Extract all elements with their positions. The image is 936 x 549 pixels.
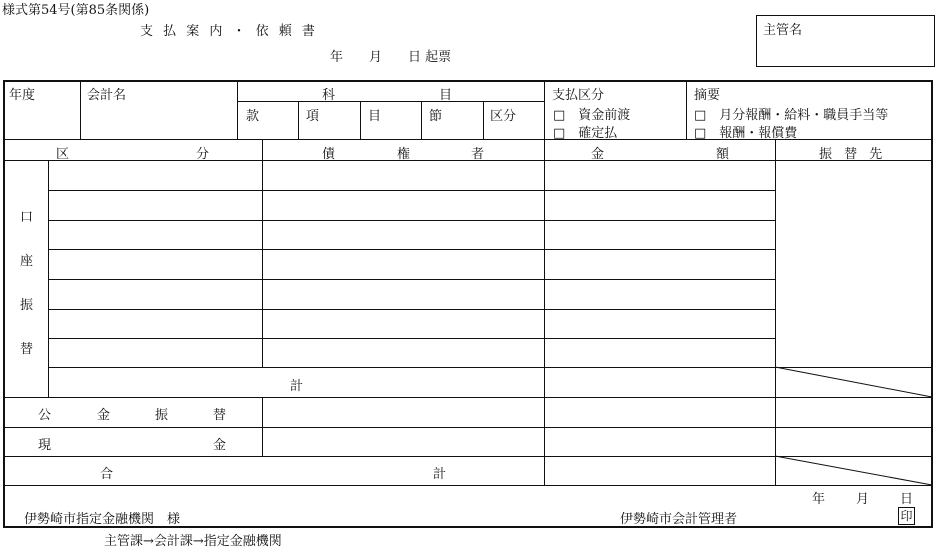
- account-name-label: 会計名: [87, 88, 127, 103]
- public-transfer-char: 振: [155, 408, 169, 423]
- public-transfer-char: 公: [38, 408, 52, 423]
- summary-option-salary[interactable]: □ 月分報酬・給料・職員手当等: [694, 108, 889, 123]
- row-line: [48, 309, 775, 310]
- col-line: [262, 397, 263, 456]
- form-number: 様式第54号(第85条関係): [2, 3, 150, 18]
- payment-type-label: 支払区分: [552, 88, 605, 103]
- row-line: [48, 190, 775, 191]
- row-line: [48, 220, 775, 221]
- subject-kan: 款: [246, 109, 260, 124]
- col-amount-1: 金: [591, 147, 605, 162]
- public-transfer-char: 替: [213, 408, 227, 423]
- subject-kubun: 区分: [490, 109, 517, 124]
- col-line: [48, 160, 49, 397]
- supervisor-label: 主管名: [763, 23, 803, 38]
- cash-char: 金: [213, 438, 227, 453]
- grand-total-char: 合: [100, 467, 114, 482]
- payment-option-final[interactable]: □ 確定払: [553, 126, 618, 141]
- subject-moku: 目: [368, 109, 382, 124]
- payment-option-advance[interactable]: □ 資金前渡: [553, 108, 631, 123]
- row-line: [48, 249, 775, 250]
- row-line: [4, 485, 932, 486]
- designated-bank: 伊勢崎市指定金融機関 様: [24, 512, 181, 527]
- col-line: [686, 81, 687, 139]
- subject-kou: 項: [306, 109, 320, 124]
- col-line: [544, 81, 545, 139]
- col-category-1: 区: [56, 147, 70, 162]
- account-transfer-char: 振: [20, 298, 34, 313]
- account-transfer-char: 替: [20, 342, 34, 357]
- subject-label: 科 目: [322, 88, 453, 103]
- col-category-2: 分: [196, 147, 210, 162]
- row-line: [48, 279, 775, 280]
- form-title: 支 払 案 内 ・ 依 頼 書: [140, 24, 318, 39]
- col-creditor-2: 権: [397, 147, 411, 162]
- col-line: [298, 101, 299, 139]
- col-line: [421, 101, 422, 139]
- col-line: [775, 139, 776, 485]
- col-line: [237, 81, 238, 139]
- subtotal-label: 計: [290, 379, 304, 394]
- draft-date: 年 月 日 起票: [330, 50, 452, 65]
- row-line: [4, 397, 932, 398]
- col-creditor-1: 債: [322, 147, 336, 162]
- total-transfer-diagonal: [775, 456, 932, 485]
- footer-year: 年: [812, 492, 826, 507]
- col-amount-2: 額: [716, 147, 730, 162]
- row-line: [48, 338, 775, 339]
- col-line: [80, 81, 81, 139]
- column-header-divider: [4, 160, 932, 161]
- subject-setsu: 節: [429, 109, 443, 124]
- footer-month: 月: [856, 492, 870, 507]
- summary-label: 摘要: [694, 88, 721, 103]
- row-line: [4, 427, 932, 428]
- account-transfer-char: 座: [20, 254, 34, 269]
- col-transfer-to: 振 替 先: [819, 147, 887, 162]
- col-line: [360, 101, 361, 139]
- fiscal-year-label: 年度: [9, 88, 36, 103]
- col-line: [544, 139, 545, 485]
- supervisor-box[interactable]: [756, 15, 935, 67]
- footer-day: 日: [900, 492, 914, 507]
- seal-mark: 印: [898, 507, 915, 525]
- grand-total-char: 計: [433, 467, 447, 482]
- col-line: [262, 139, 263, 368]
- routing-note: 主管課→会計課→指定金融機関: [104, 534, 282, 549]
- cash-char: 現: [38, 438, 52, 453]
- accounting-manager: 伊勢崎市会計管理者: [620, 512, 738, 527]
- account-transfer-char: 口: [20, 210, 34, 225]
- col-creditor-3: 者: [471, 147, 485, 162]
- col-line: [483, 101, 484, 139]
- subtotal-transfer-diagonal: [775, 367, 932, 397]
- public-transfer-char: 金: [97, 408, 111, 423]
- summary-option-remuneration[interactable]: □ 報酬・報償費: [694, 126, 798, 141]
